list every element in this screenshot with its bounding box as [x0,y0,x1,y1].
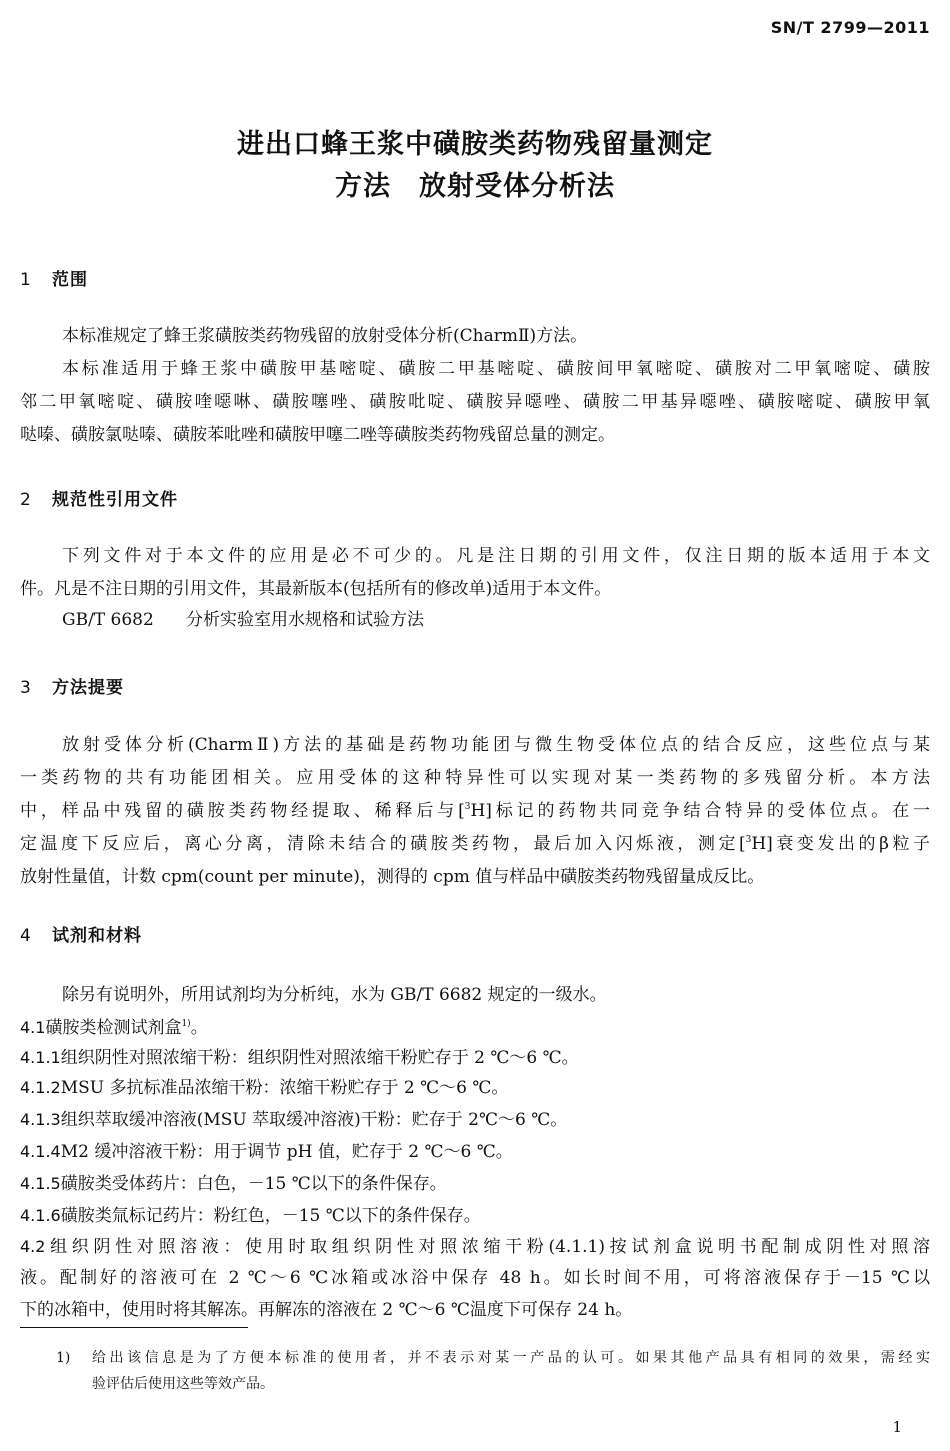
page-number: 1 [892,1418,902,1436]
paragraph-line: 放射性量值，计数 cpm(count per minute)，测得的 cpm 值与样品中磺胺类药物残留量成反比。 [20,867,765,887]
clause-number: 4.1.3 [20,1110,61,1129]
paragraph-line: 本标准适用于蜂王浆中磺胺甲基嘧啶、磺胺二甲基嘧啶、磺胺间甲氧嘧啶、磺胺对二甲氧嘧啶、磺胺 [62,359,930,379]
text-run: H]标记的药物共同竞争结合特异的受体位点。在一 [470,801,930,821]
clause-4-1-2 [20,1071,930,1105]
paragraph-line: 放射受体分析(CharmⅡ)方法的基础是药物功能团与微生物受体位点的结合反应，这些位点与某 [62,735,930,755]
reference-code: GB/T 6682 [62,610,154,630]
clause-text: MSU 多抗标准品浓缩干粉：浓缩干粉贮存于 2 ℃～6 ℃。 [60,1078,509,1098]
section-1-heading [20,265,88,290]
clause-text: 组织阴性对照浓缩干粉：组织阴性对照浓缩干粉贮存于 2 ℃～6 ℃。 [60,1048,579,1068]
document-title-line-1: 进出口蜂王浆中磺胺类药物残留量测定 [237,129,713,160]
document-title-line-2: 方法 放射受体分析法 [335,171,615,202]
clause-number: 4.1.4 [20,1142,61,1161]
clause-number: 4.1 [20,1018,46,1037]
clause-number: 4.1.6 [20,1206,61,1225]
clause-number: 4.1.2 [20,1078,61,1097]
clause-text: 磺胺类受体药片：白色，－15 ℃以下的条件保存。 [60,1174,447,1194]
section-title: 方法提要 [52,678,124,698]
paragraph-line: 除另有说明外，所用试剂均为分析纯，水为 GB/T 6682 规定的一级水。 [62,985,607,1005]
superscript: 3 [745,835,752,845]
clause-text: M2 缓冲溶液干粉：用于调节 pH 值，贮存于 2 ℃～6 ℃。 [60,1142,513,1162]
clause-text: 组织萃取缓冲溶液(MSU 萃取缓冲溶液)干粉：贮存于 2℃～6 ℃。 [60,1110,568,1130]
paragraph-line: 件。凡是不注日期的引用文件，其最新版本(包括所有的修改单)适用于本文件。 [20,579,612,599]
section-number: 4 [20,926,32,946]
paragraph-line: 下的冰箱中，使用时将其解冻。再解冻的溶液在 2 ℃～6 ℃温度下可保存 24 h。 [20,1300,633,1320]
section-2-heading [20,485,178,510]
footnote-separator [20,1327,248,1328]
paragraph-line: 本标准规定了蜂王浆磺胺类药物残留的放射受体分析(CharmⅡ)方法。 [62,326,588,346]
footnote-line: 给出该信息是为了方便本标准的使用者，并不表示对某一产品的认可。如果其他产品具有相同的效果，需经实 [92,1350,930,1366]
clause-number: 4.2 [20,1237,46,1256]
paragraph-line: 下列文件对于本文件的应用是必不可少的。凡是注日期的引用文件，仅注日期的版本适用于本文 [62,546,930,566]
section-4-heading [20,921,142,946]
text-run: H]衰变发出的β粒子 [751,834,930,854]
text-run: 定温度下反应后，离心分离，清除未结合的磺胺类药物，最后加入闪烁液，测定[ [20,834,746,854]
standard-code: SN/T 2799—2011 [770,18,930,37]
footnote-line: 验评估后使用这些等效产品。 [92,1376,274,1392]
clause-number: 4.1.1 [20,1048,61,1067]
clause-text: 组织阴性对照溶液：使用时取组织阴性对照浓缩干粉(4.1.1)按试剂盒说明书配制成阴性对照溶 [45,1237,930,1257]
paragraph-line: 邻二甲氧嘧啶、磺胺喹噁啉、磺胺噻唑、磺胺吡啶、磺胺异噁唑、磺胺二甲基异噁唑、磺胺嘧啶、磺胺甲氧 [20,392,930,412]
paragraph-line: 一类药物的共有功能团相关。应用受体的这种特异性可以实现对某一类药物的多残留分析。本方法 [20,768,930,788]
section-3-heading [20,673,124,698]
clause-4-2 [20,1230,930,1264]
clause-4-1-6 [20,1199,930,1233]
paragraph-line: 哒嗪、磺胺氯哒嗪、磺胺苯吡唑和磺胺甲噻二唑等磺胺类药物残留总量的测定。 [20,425,615,445]
section-title: 试剂和材料 [52,926,142,946]
section-title: 范围 [52,270,88,290]
clause-4-1-1 [20,1041,930,1075]
superscript: 3 [464,802,471,812]
section-number: 2 [20,490,32,510]
section-title: 规范性引用文件 [52,490,178,510]
paragraph-line [20,795,930,828]
clause-4-1 [20,1011,930,1045]
clause-4-1-5 [20,1167,930,1201]
clause-text: 磺胺类氚标记药片：粉红色，－15 ℃以下的条件保存。 [60,1206,481,1226]
text-run: 中，样品中残留的磺胺类药物经提取、稀释后与[ [20,801,465,821]
paragraph-line: 液。配制好的溶液可在 2 ℃～6 ℃冰箱或冰浴中保存 48 h。如长时间不用，可将溶液保存于－15 ℃以 [20,1268,930,1288]
reference-title: 分析实验室用水规格和试验方法 [186,610,424,630]
section-number: 3 [20,678,32,698]
clause-4-1-4 [20,1135,930,1169]
normative-reference [62,604,930,637]
footnote-ref: 1) [181,1019,191,1029]
clause-4-1-3 [20,1103,930,1137]
clause-number: 4.1.5 [20,1174,61,1193]
clause-text: 磺胺类检测试剂盒 [45,1018,182,1038]
paragraph-line [20,828,930,861]
footnote-mark: 1) [56,1350,71,1366]
clause-text-end: 。 [190,1018,208,1038]
section-number: 1 [20,270,32,290]
